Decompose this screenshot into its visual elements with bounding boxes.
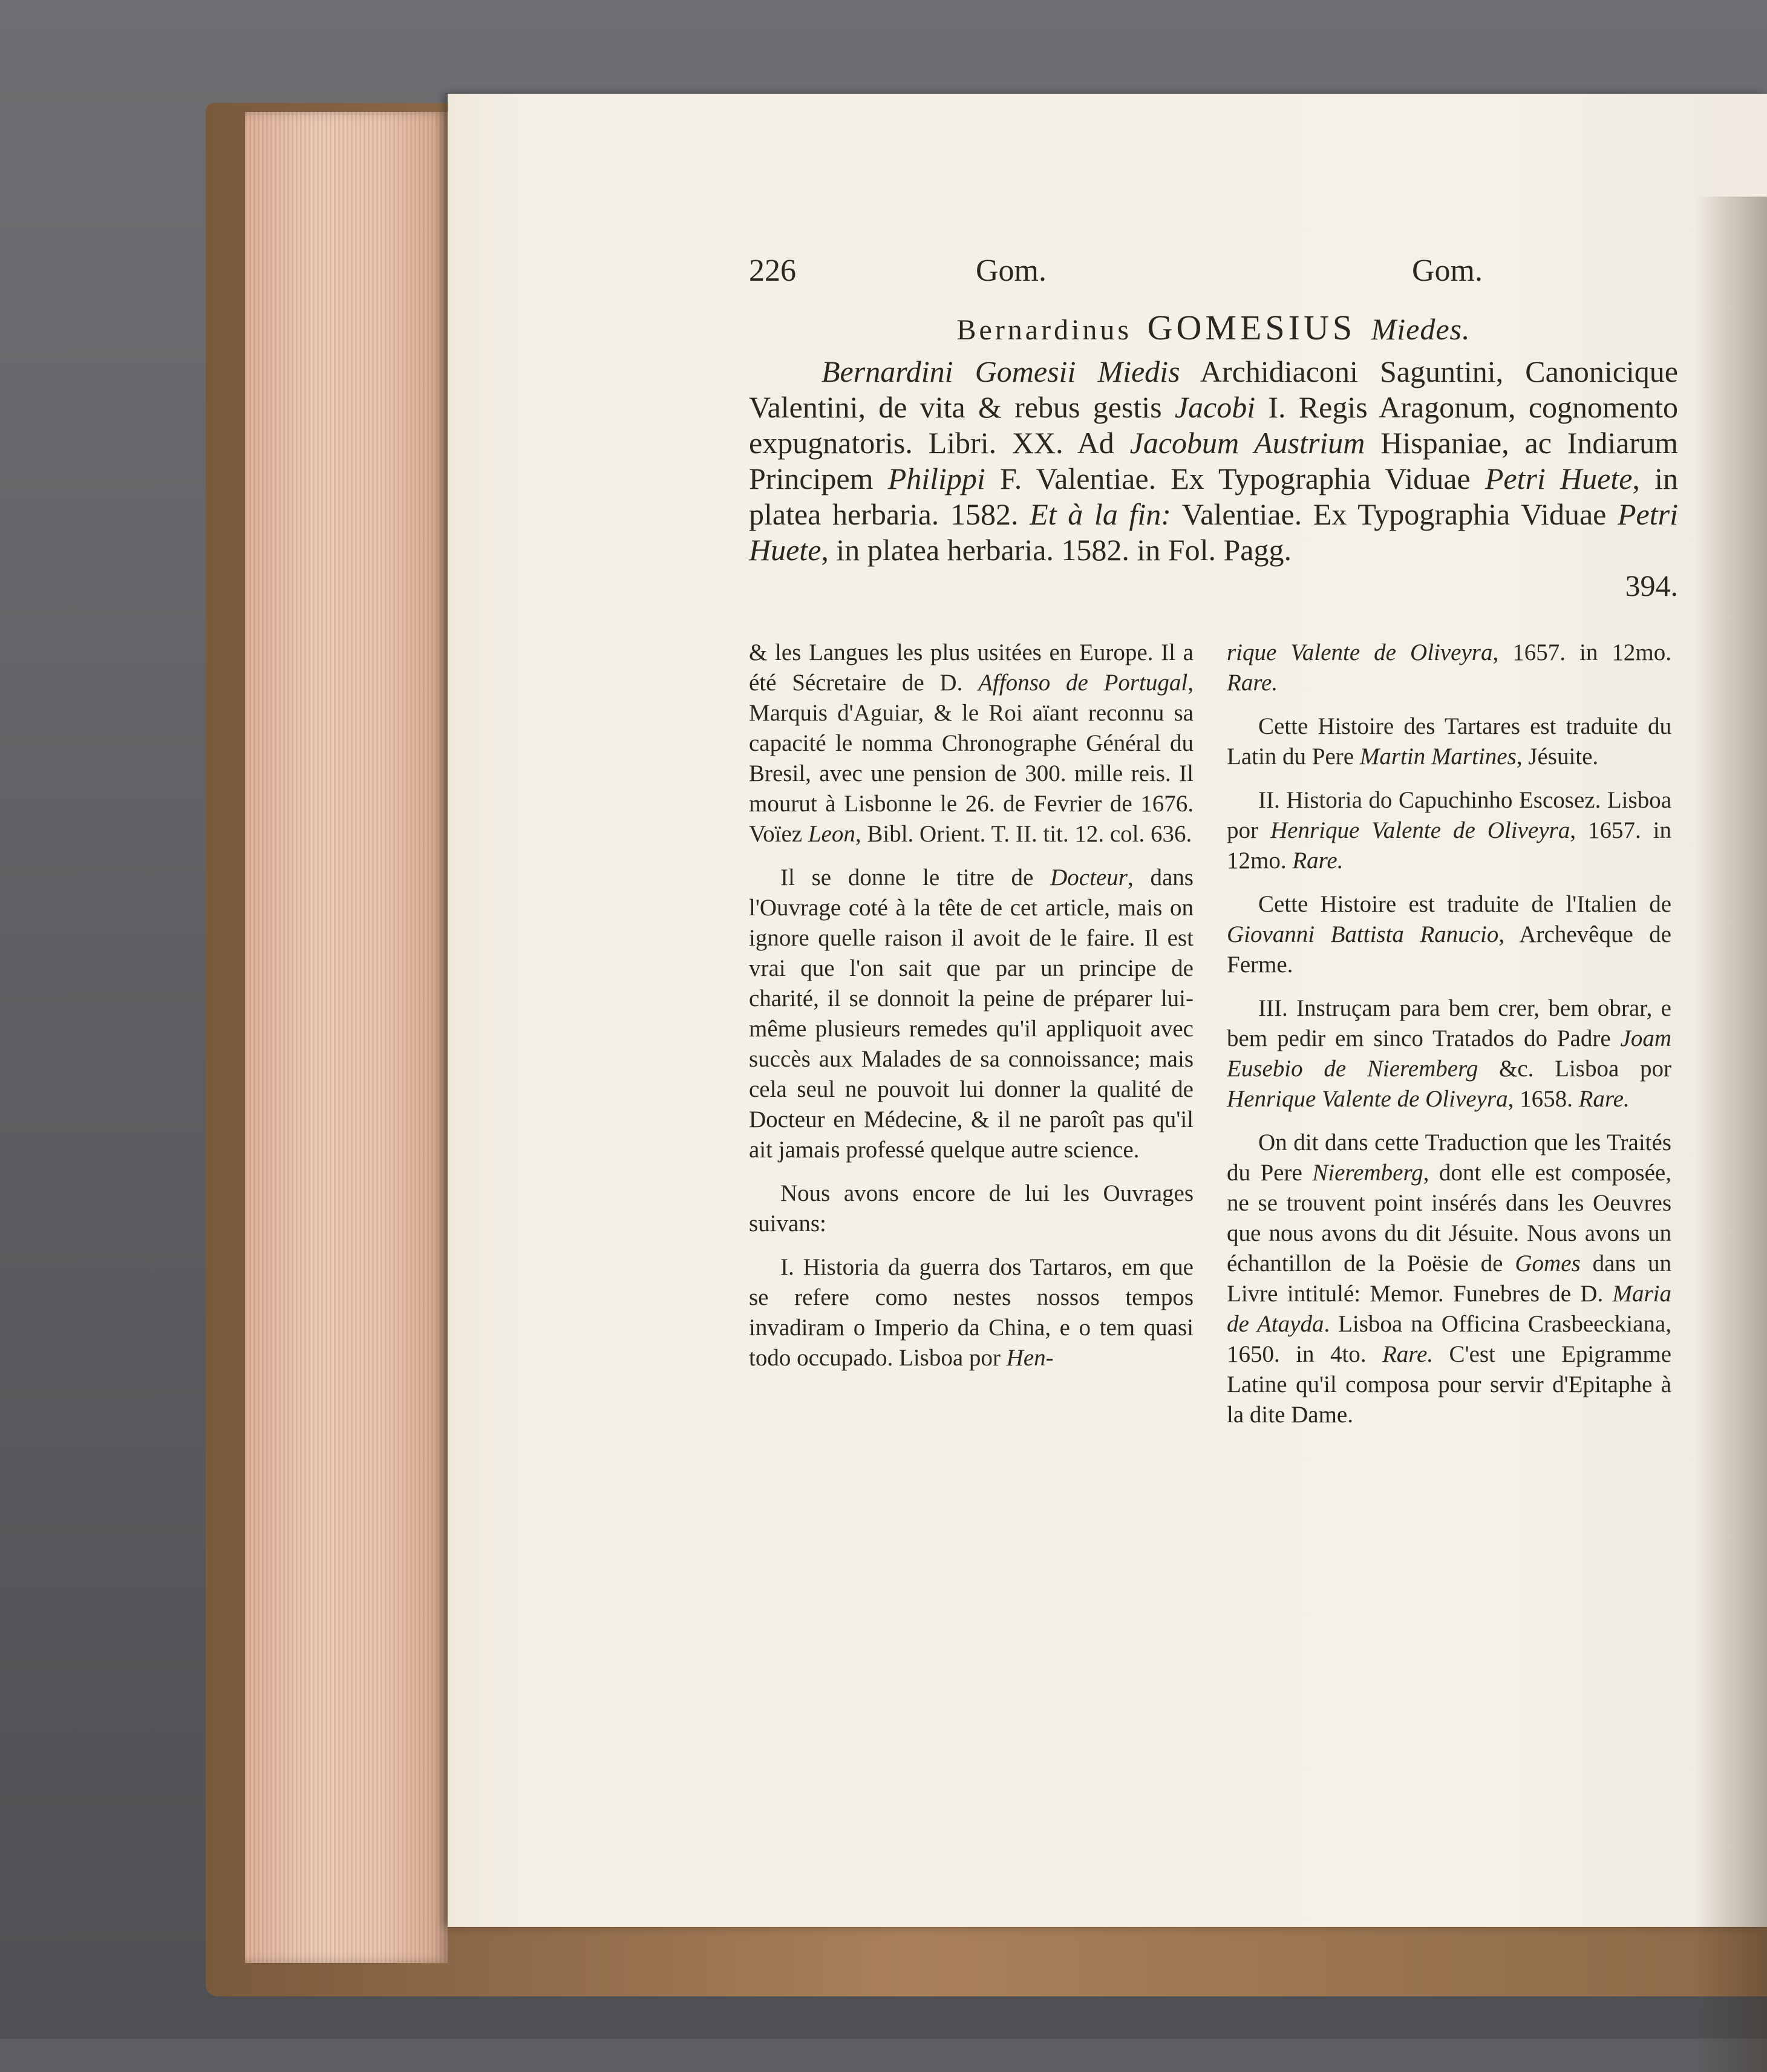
author-cognomen: Miedes. [1371, 312, 1471, 346]
entry-text: F. Valentiae. Ex Typographia Viduae [985, 462, 1485, 495]
paragraph-text: Henrique Valente de Oliveyra [1270, 817, 1570, 843]
paragraph-text: , 1657. in 12mo. [1227, 817, 1671, 874]
paragraph-text: Rare. [1227, 670, 1278, 696]
right-column [1227, 638, 1671, 1443]
running-header [749, 253, 1678, 301]
entry-text: , in platea herbaria. 1582. [749, 462, 1678, 531]
paragraph-text: Nieremberg [1312, 1160, 1423, 1186]
paragraph-text: Rare. [1292, 848, 1344, 874]
entry-text: I. Regis Aragonum, cognomento expugnatoris. Libri. XX. Ad [749, 390, 1678, 460]
paragraph [1227, 785, 1671, 876]
paragraph-text: Leon [808, 821, 855, 847]
page-number: 226 [749, 253, 796, 288]
paragraph-text: , Jésuite. [1516, 744, 1599, 770]
paragraph-text: Docteur [1050, 864, 1128, 891]
running-head-right: Gom. [1412, 253, 1483, 288]
running-head-left: Gom. [976, 253, 1047, 288]
bibliographic-entry [749, 354, 1678, 604]
paragraph-text: , Marquis d'Aguiar, & le Roi aïant reconnu sa capacité le nomma Chronographe Général du Bresil, avec une pension de 300. mille reis. Il mourut à Lisbonne le 26. de Fevrier de 1676. Voïez [749, 670, 1194, 847]
paragraph-text: Cette Histoire des Tartares est traduite du Latin du Pere [1227, 713, 1671, 770]
paragraph-text: I. Historia da guerra dos Tartaros, em que se refere como nestes nossos tempos invadiram o Imperio da China, e o tem quasi todo occupado. Lisboa por [749, 1254, 1194, 1371]
paragraph-text: Gomes [1515, 1250, 1581, 1276]
paragraph [1227, 638, 1671, 698]
entry-text: Jacobum Austrium [1129, 426, 1365, 460]
paragraph-text: rique Valente de Oliveyra [1227, 639, 1493, 665]
paragraph [1227, 711, 1671, 772]
paragraph-text: , dans l'Ouvrage coté à la tête de cet article, mais on ignore quelle raison il avoit de le faire. Il est vrai que l'on sait que par un principe de charité, il se donnoit la peine de préparer lui-même plusieurs remedes qu'il appliquoit avec succès aux Malades de sa connoissance; mais cela seul ne pouvoit lui donner la qualité de Docteur en Médecine, & il ne paroît pas qu'il ait jamais professé quelque autre science. [749, 864, 1194, 1163]
paragraph-text: dans un Livre intitulé: Memor. Funebres de D. [1227, 1250, 1671, 1307]
page-count: 394. [1625, 569, 1678, 603]
left-column [749, 638, 1194, 1387]
paragraph-text: Giovanni Battista Ranucio [1227, 921, 1499, 947]
paragraph-text: C'est une Epigramme Latine qu'il composa pour servir d'Epitaphe à la dite Dame. [1227, 1341, 1671, 1428]
paragraph [1227, 1128, 1671, 1430]
page-block-edge [245, 112, 448, 1963]
entry-text: Philippi [887, 462, 985, 495]
paragraph-text: Henrique Valente de Oliveyra [1227, 1086, 1508, 1112]
paragraph [1227, 993, 1671, 1114]
paragraph-text: Cette Histoire est traduite de l'Italien de [1258, 891, 1671, 917]
paragraph-text: . Lisboa na Officina Crasbeeckiana, 1650. in 4to. [1227, 1311, 1671, 1367]
paragraph-text: On dit dans cette Traduction que les Traités du Pere [1227, 1129, 1671, 1186]
paragraph-text: Joam Eusebio de Nieremberg [1227, 1025, 1671, 1082]
author-first-name: Bernardinus [956, 314, 1132, 346]
paragraph-text: , Archevêque de Ferme. [1227, 921, 1671, 978]
paragraph [749, 638, 1194, 849]
entry-text: Bernardini Gomesii Miedis [821, 355, 1180, 388]
paragraph [1227, 889, 1671, 980]
paragraph-text: Martin Martines [1359, 744, 1517, 770]
paragraph-text: Hen- [1006, 1345, 1054, 1371]
entry-text: , in platea herbaria. 1582. in Fol. Pagg. [821, 533, 1292, 567]
entry-text: Archidiaconi Saguntini, Canonicique Valentini, de vita & rebus gestis [749, 355, 1678, 424]
paragraph-text: II. Historia do Capuchinho Escosez. Lisboa por [1227, 787, 1671, 843]
paragraph-text: Affonso de Portugal [978, 670, 1188, 696]
entry-text: Petri Huete [749, 497, 1678, 567]
paragraph: Nous avons encore de lui les Ouvrages suivans: [749, 1180, 1194, 1237]
paragraph-text: Rare. [1578, 1086, 1630, 1112]
page-gutter-shadow [1694, 197, 1767, 2072]
paragraph-text: , 1658. [1507, 1086, 1579, 1112]
entry-text: Et à la fin: [1030, 497, 1171, 531]
author-surname: GOMESIUS [1147, 308, 1356, 347]
entry-text: Valentiae. Ex Typographia Viduae [1171, 497, 1618, 531]
entry-text: Hispaniae, ac Indiarum Principem [749, 426, 1678, 495]
paragraph-text: III. Instruçam para bem crer, bem obrar, e bem pedir em sinco Tratados do Padre [1227, 995, 1671, 1051]
entry-text: Jacobi [1174, 390, 1256, 424]
paragraph-text: , dont elle est composée, ne se trouvent point insérés dans les Oeuvres que nous avons du dit Jésuite. Nous avons un échantillon de la Poësie de [1227, 1160, 1671, 1276]
paragraph-text: , Bibl. Orient. T. II. tit. 12. col. 636. [855, 821, 1192, 847]
paragraph-text: Rare. [1382, 1341, 1434, 1367]
paragraph-text: &c. Lisboa por [1478, 1056, 1672, 1082]
paragraph [749, 1252, 1194, 1373]
paragraph [749, 863, 1194, 1165]
entry-text: Petri Huete [1484, 462, 1633, 495]
paragraph-text: & les Langues les plus usitées en Europe. Il a été Sécretaire de D. [749, 639, 1194, 696]
paragraph-text: , 1657. in 12mo. [1492, 639, 1671, 665]
author-heading [749, 307, 1678, 348]
paragraph-text: Il se donne le titre de [780, 864, 1051, 891]
paragraph-text: Maria de Atayda [1227, 1281, 1671, 1337]
